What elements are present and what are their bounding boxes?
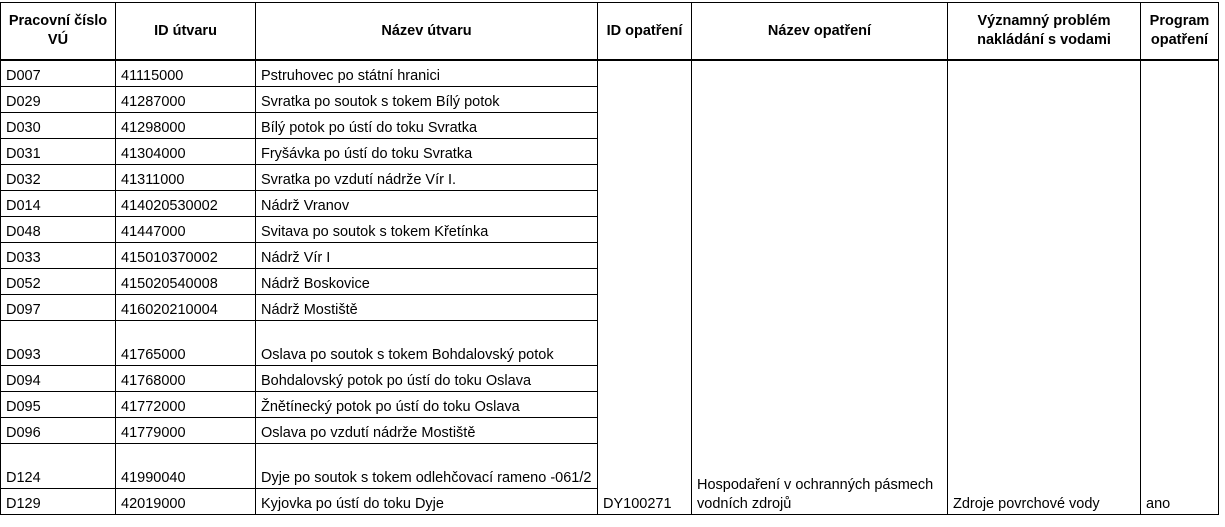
unit-name-cell: Nádrž Mostiště [256,294,598,320]
unit-name-cell: Pstruhovec po státní hranici [256,60,598,86]
unit-name-cell: Bílý potok po ústí do toku Svratka [256,112,598,138]
unit-name-cell: Svratka po vzdutí nádrže Vír I. [256,164,598,190]
work-number-cell: D031 [1,138,116,164]
unit-id-cell: 415010370002 [116,242,256,268]
unit-id-cell: 416020210004 [116,294,256,320]
unit-id-cell: 41298000 [116,112,256,138]
header-row [1,3,1219,61]
unit-name-cell: Oslava po soutok s tokem Bohdalovský potok [256,320,598,365]
header-water-problem: Významný problém nakládání s vodami [948,3,1141,61]
unit-name-cell: Žnětínecký potok po ústí do toku Oslava [256,391,598,417]
work-number-cell: D094 [1,365,116,391]
unit-id-cell: 41768000 [116,365,256,391]
unit-id-cell: 41772000 [116,391,256,417]
unit-name-cell: Nádrž Boskovice [256,268,598,294]
measures-table [0,2,1219,515]
measure-id-cell: DY100271 [598,60,692,514]
unit-name-cell: Oslava po vzdutí nádrže Mostiště [256,417,598,443]
unit-id-cell: 41304000 [116,138,256,164]
unit-id-cell: 41447000 [116,216,256,242]
work-number-cell: D014 [1,190,116,216]
header-program: Program opatření [1141,3,1219,61]
work-number-cell: D029 [1,86,116,112]
unit-id-cell: 415020540008 [116,268,256,294]
unit-id-cell: 41311000 [116,164,256,190]
header-work-number: Pracovní číslo VÚ [1,3,116,61]
work-number-cell: D096 [1,417,116,443]
unit-name-cell: Svratka po soutok s tokem Bílý potok [256,86,598,112]
work-number-cell: D093 [1,320,116,365]
unit-name-cell: Bohdalovský potok po ústí do toku Oslava [256,365,598,391]
header-unit-id: ID útvaru [116,3,256,61]
header-measure-id: ID opatření [598,3,692,61]
work-number-cell: D033 [1,242,116,268]
unit-id-cell: 414020530002 [116,190,256,216]
unit-name-cell: Dyje po soutok s tokem odlehčovací rameno -061/2 [256,443,598,488]
unit-id-cell: 41287000 [116,86,256,112]
work-number-cell: D095 [1,391,116,417]
unit-name-cell: Fryšávka po ústí do toku Svratka [256,138,598,164]
work-number-cell: D007 [1,60,116,86]
unit-id-cell: 41765000 [116,320,256,365]
unit-name-cell: Nádrž Vír I [256,242,598,268]
unit-id-cell: 42019000 [116,488,256,514]
work-number-cell: D124 [1,443,116,488]
unit-id-cell: 41779000 [116,417,256,443]
unit-name-cell: Svitava po soutok s tokem Křetínka [256,216,598,242]
program-cell: ano [1141,60,1219,514]
work-number-cell: D048 [1,216,116,242]
unit-id-cell: 41990040 [116,443,256,488]
table-row [1,60,1219,86]
header-unit-name: Název útvaru [256,3,598,61]
work-number-cell: D052 [1,268,116,294]
header-measure-name: Název opatření [692,3,948,61]
unit-name-cell: Nádrž Vranov [256,190,598,216]
work-number-cell: D032 [1,164,116,190]
unit-id-cell: 41115000 [116,60,256,86]
work-number-cell: D097 [1,294,116,320]
work-number-cell: D129 [1,488,116,514]
work-number-cell: D030 [1,112,116,138]
unit-name-cell: Kyjovka po ústí do toku Dyje [256,488,598,514]
measure-name-cell: Hospodaření v ochranných pásmech vodních zdrojů [692,60,948,514]
water-problem-cell: Zdroje povrchové vody [948,60,1141,514]
